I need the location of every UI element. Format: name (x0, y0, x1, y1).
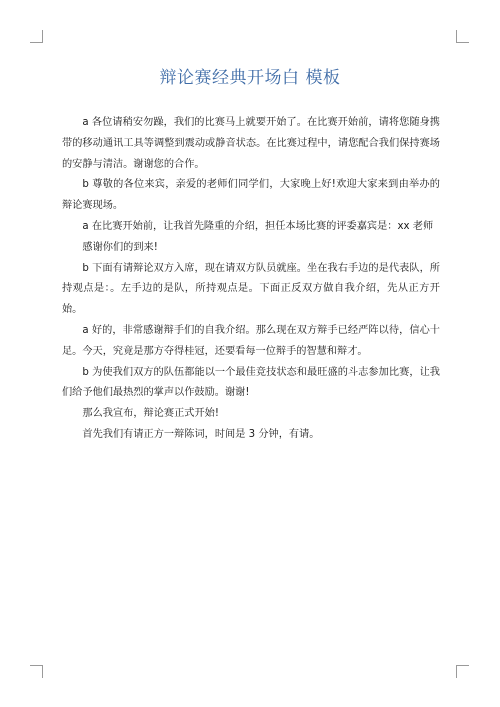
paragraph-9: 首先我们有请正方一辩陈词，时间是 3 分钟，有请。 (82, 428, 320, 440)
paragraph-7: b 为使我们双方的队伍都能以一个最佳竞技状态和最旺盛的斗志参加比赛，让我们给予他们最热烈的掌声以作鼓励。谢谢! (62, 366, 440, 399)
paragraph-1: a 各位请稍安勿躁，我们的比赛马上就要开始了。在比赛开始前，请将您随身携带的移动通讯工具等调整到震动或静音状态。在比赛过程中，请您配合我们保持赛场的安静与清洁。谢谢您的合作。 (62, 117, 440, 170)
document-title: 辩论赛经典开场白 模板 (159, 68, 341, 88)
document-body (62, 113, 440, 446)
paragraph-5: b 下面有请辩论双方入席，现在请双方队员就座。坐在我右手边的是代表队，所持观点是：。左手边的是队，所持观点是。下面正反双方做自我介绍，先从正方开始。 (62, 262, 440, 316)
paragraph-4: 感谢你们的到来! (82, 241, 158, 253)
crop-mark-bottom-right (456, 665, 469, 678)
crop-mark-bottom-left (30, 665, 43, 678)
paragraph-2: b 尊敬的各位来宾，亲爱的老师们同学们，大家晚上好!欢迎大家来到由举办的辩论赛现场。 (62, 179, 440, 212)
paragraph-8: 那么我宣布，辩论赛正式开始! (82, 408, 219, 420)
paragraph-3: a 在比赛开始前，让我首先隆重的介绍，担任本场比赛的评委嘉宾是：xx 老师 (82, 220, 434, 232)
crop-mark-top-left (30, 30, 43, 43)
crop-mark-top-right (456, 30, 469, 43)
paragraph-6: a 好的，非常感谢辩手们的自我介绍。那么现在双方辩手已经严阵以待，信心十足。今天，究竟是那方夺得桂冠，还要看每一位辩手的智慧和辩才。 (62, 324, 440, 357)
